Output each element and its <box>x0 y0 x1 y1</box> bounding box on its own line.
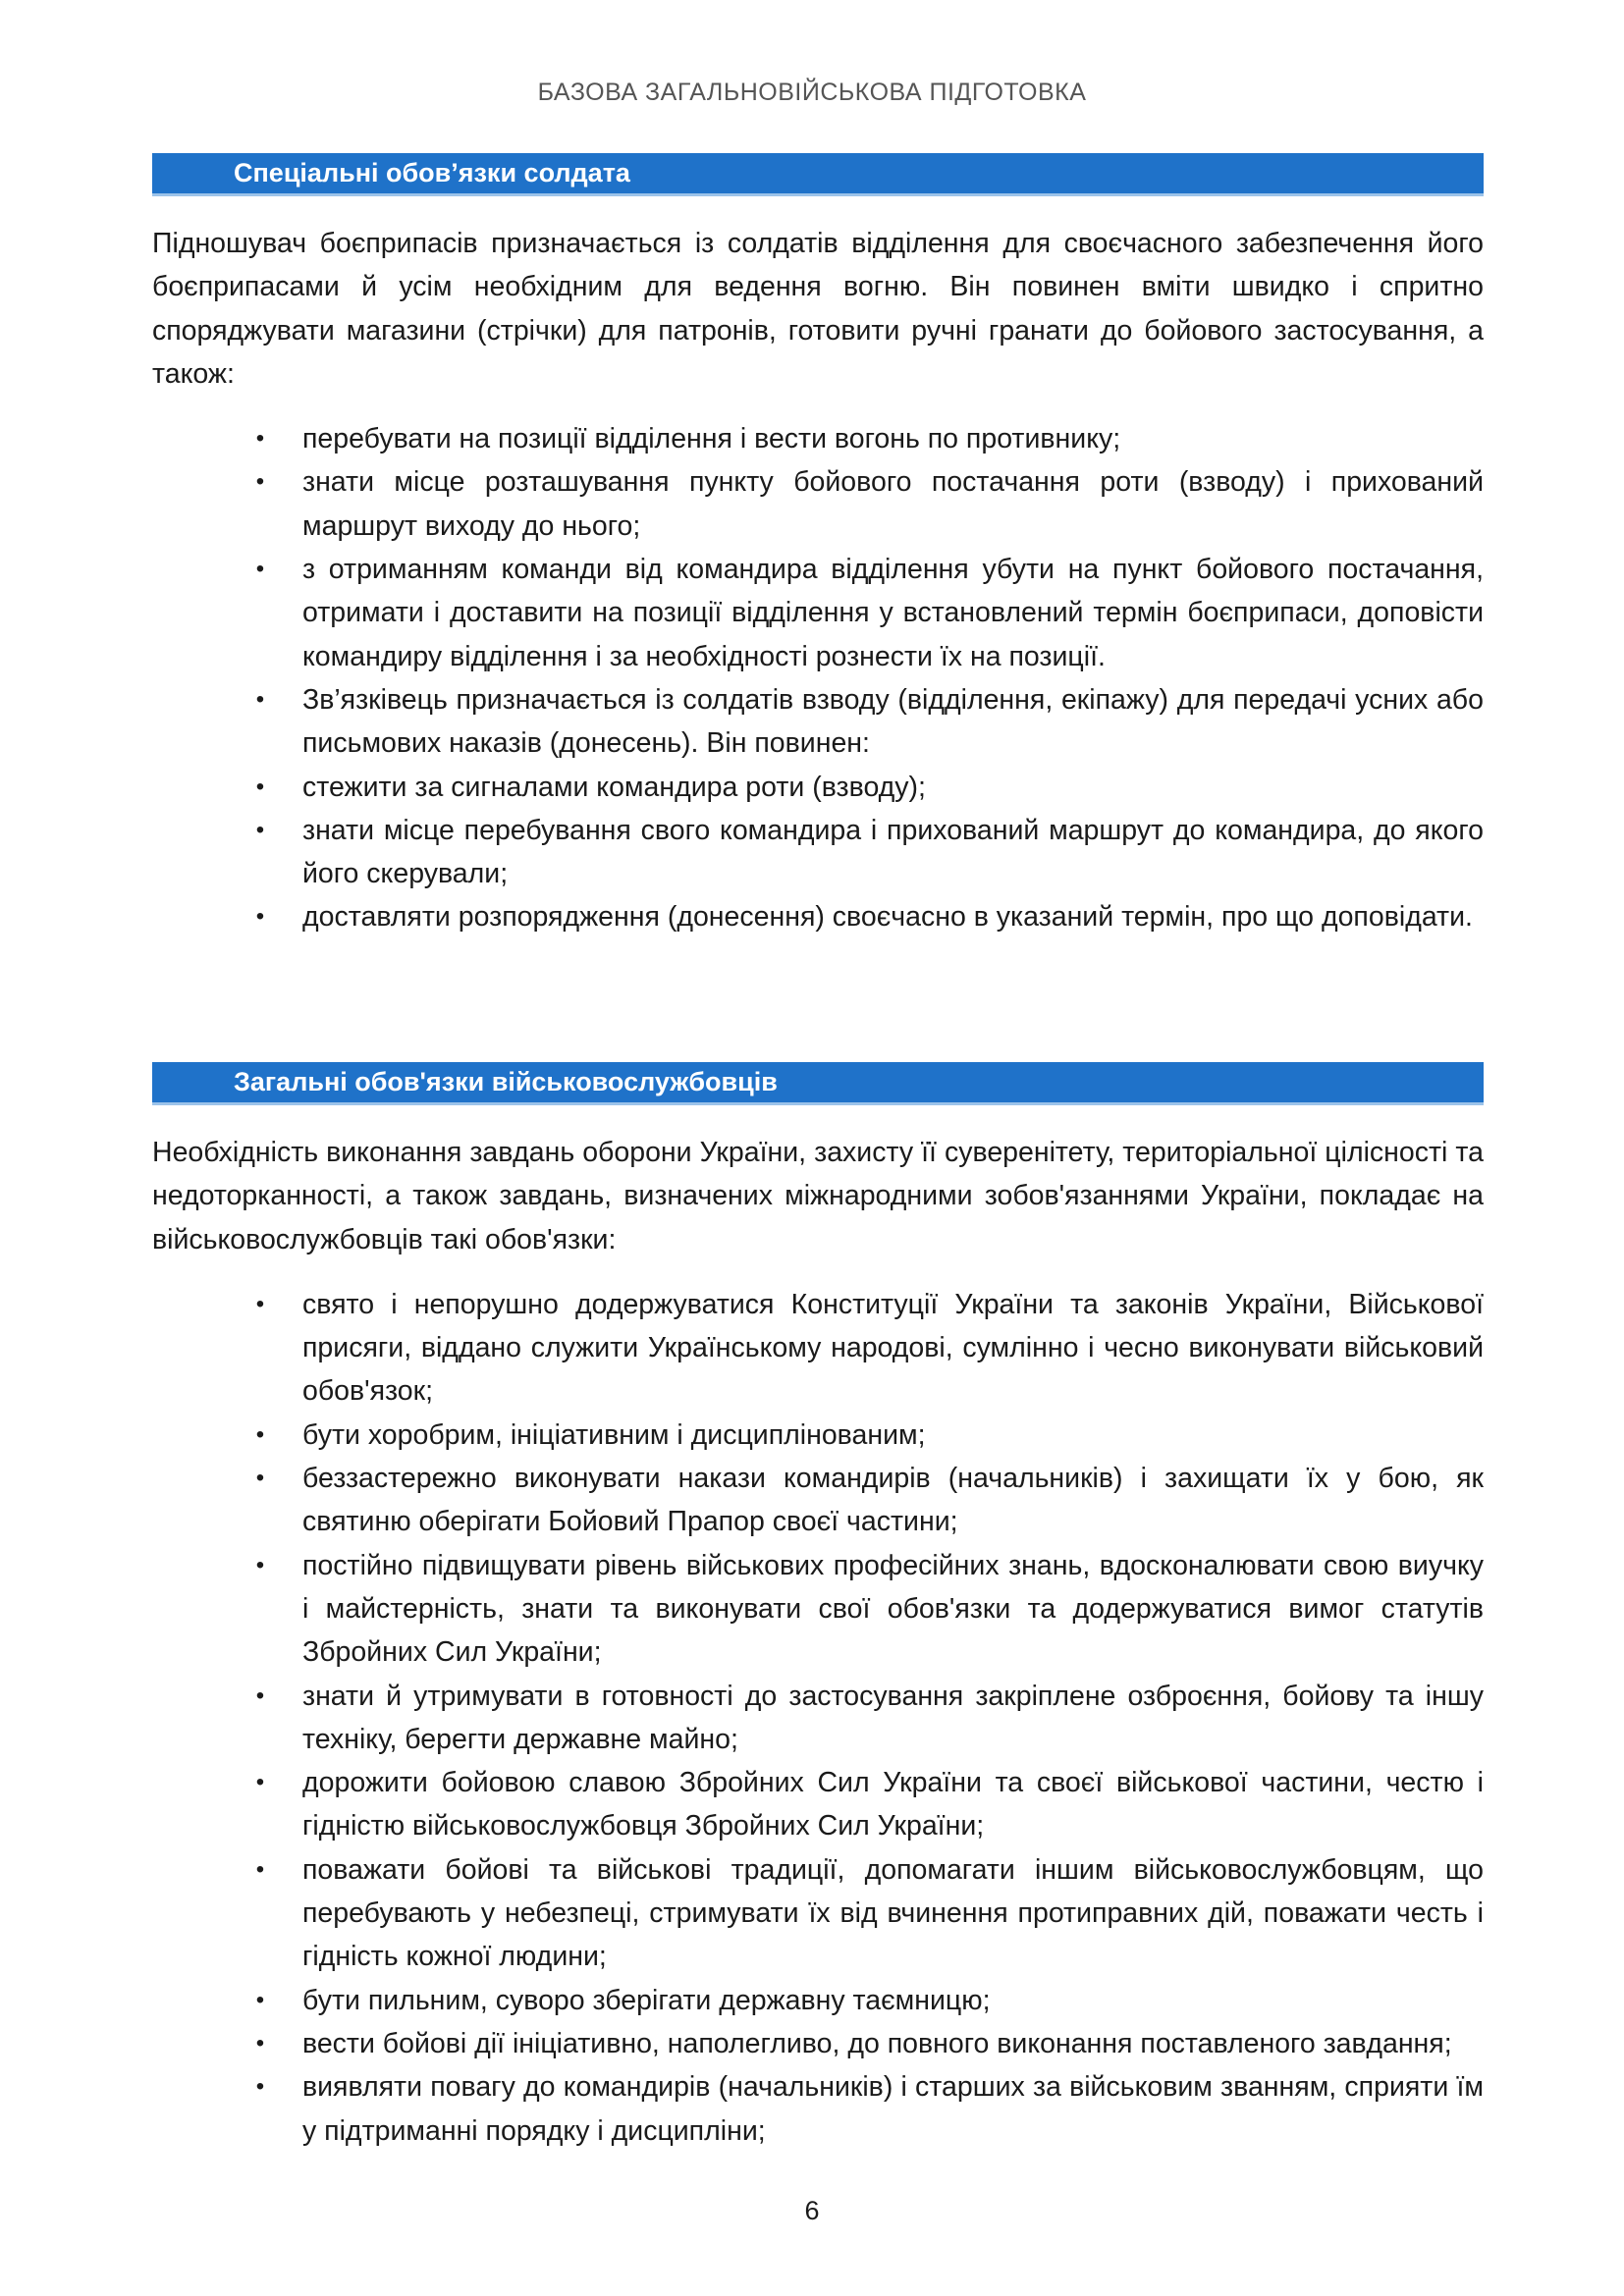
list-item: • з отриманням команди від командира відділення убути на пункт бойового постачання, отримати і доставити на позиції відділення у встановлений термін боєприпаси, доповісти командиру відділення і за необхідності рознести їх на позиції. <box>302 548 1484 678</box>
list-item: • стежити за сигналами командира роти (взводу); <box>302 766 1484 809</box>
bullet-icon: • <box>255 685 265 713</box>
special-duties-list <box>152 417 1484 939</box>
list-item: • бути хоробрим, ініціативним і дисциплінованим; <box>302 1414 1484 1457</box>
bullet-icon: • <box>255 1855 265 1883</box>
bullet-icon: • <box>255 1465 265 1492</box>
list-item: • знати й утримувати в готовності до застосування закріплене озброєння, бойову та іншу техніку, берегти державне майно; <box>302 1675 1484 1762</box>
special-duties-intro: Підношувач боєприпасів призначається із солдатів відділення для своєчасного забезпечення його боєприпасами й усім необхідним для ведення вогню. Він повинен вміти швидко і спритно споряджувати магазини (стрічки) для патронів, готовити ручні гранати до бойового застосування, а також: <box>152 228 1484 390</box>
bullet-icon: • <box>255 1986 265 2013</box>
bullet-icon: • <box>255 1420 265 1448</box>
list-item: • доставляти розпорядження (донесення) своєчасно в указаний термін, про що доповідати. <box>302 895 1484 938</box>
section-title-general-duties: Загальні обов'язки військовослужбовців <box>152 1062 1484 1102</box>
section-special-duties-body <box>152 222 1484 939</box>
bullet-icon: • <box>255 1290 265 1317</box>
section-title-special-duties: Спеціальні обов’язки солдата <box>152 153 1484 193</box>
list-item: • Зв’язківець призначається із солдатів взводу (відділення, екіпажу) для передачі усних або письмових наказів (донесень). Він повинен: <box>302 678 1484 766</box>
list-item: • дорожити бойовою славою Збройних Сил України та своєї військової частини, честю і гідністю військовослужбовця Збройних Сил України; <box>302 1761 1484 1848</box>
bullet-icon: • <box>255 903 265 931</box>
bullet-icon: • <box>255 556 265 583</box>
general-duties-list <box>152 1283 1484 2153</box>
bullet-icon: • <box>255 816 265 843</box>
list-item: • перебувати на позиції відділення і вести вогонь по противнику; <box>302 417 1484 460</box>
bullet-icon: • <box>255 425 265 453</box>
section-general-duties <box>152 1062 1484 1102</box>
general-duties-intro: Необхідність виконання завдань оборони України, захисту її суверенітету, територіальної цілісності та недоторканності, а також завдань, визначених міжнародними зобов'язаннями України, покладає на військовослужбовців такі обов'язки: <box>152 1137 1484 1255</box>
bullet-icon: • <box>255 2073 265 2101</box>
section-general-duties-body <box>152 1131 1484 2153</box>
list-item: • знати місце розташування пункту бойового постачання роти (взводу) і прихований маршрут виходу до нього; <box>302 460 1484 548</box>
bullet-icon: • <box>255 1769 265 1796</box>
bullet-icon: • <box>255 468 265 496</box>
list-item: • поважати бойові та військові традиції, допомагати іншим військовослужбовцям, що перебувають у небезпеці, стримувати їх від вчинення протиправних дій, поважати честь і гідність кожної людини; <box>302 1848 1484 1979</box>
list-item: • вести бойові дії ініціативно, наполегливо, до повного виконання поставленого завдання; <box>302 2022 1484 2065</box>
page-number: 6 <box>804 2196 820 2225</box>
bullet-icon: • <box>255 1551 265 1578</box>
list-item: • виявляти повагу до командирів (начальників) і старших за військовим званням, сприяти їм у підтриманні порядку і дисципліни; <box>302 2065 1484 2153</box>
section-special-duties <box>152 153 1484 193</box>
list-item: • бути пильним, суворо зберігати державну таємницю; <box>302 1979 1484 2022</box>
list-item: • постійно підвищувати рівень військових професійних знань, вдосконалювати свою виучку і майстерність, знати та виконувати свої обов'язки та додержуватися вимог статутів Збройних Сил України; <box>302 1544 1484 1675</box>
running-header: БАЗОВА ЗАГАЛЬНОВІЙСЬКОВА ПІДГОТОВКА <box>537 79 1087 106</box>
list-item: • свято і непорушно додержуватися Конституції України та законів України, Військової присяги, віддано служити Українському народові, сумлінно і чесно виконувати військовий обов'язок; <box>302 1283 1484 1414</box>
list-item: • беззастережно виконувати накази командирів (начальників) і захищати їх у бою, як святиню оберігати Бойовий Прапор своєї частини; <box>302 1457 1484 1544</box>
bullet-icon: • <box>255 1682 265 1709</box>
bullet-icon: • <box>255 773 265 800</box>
bullet-icon: • <box>255 2029 265 2056</box>
list-item: • знати місце перебування свого командира і прихований маршрут до командира, до якого його скерували; <box>302 809 1484 896</box>
